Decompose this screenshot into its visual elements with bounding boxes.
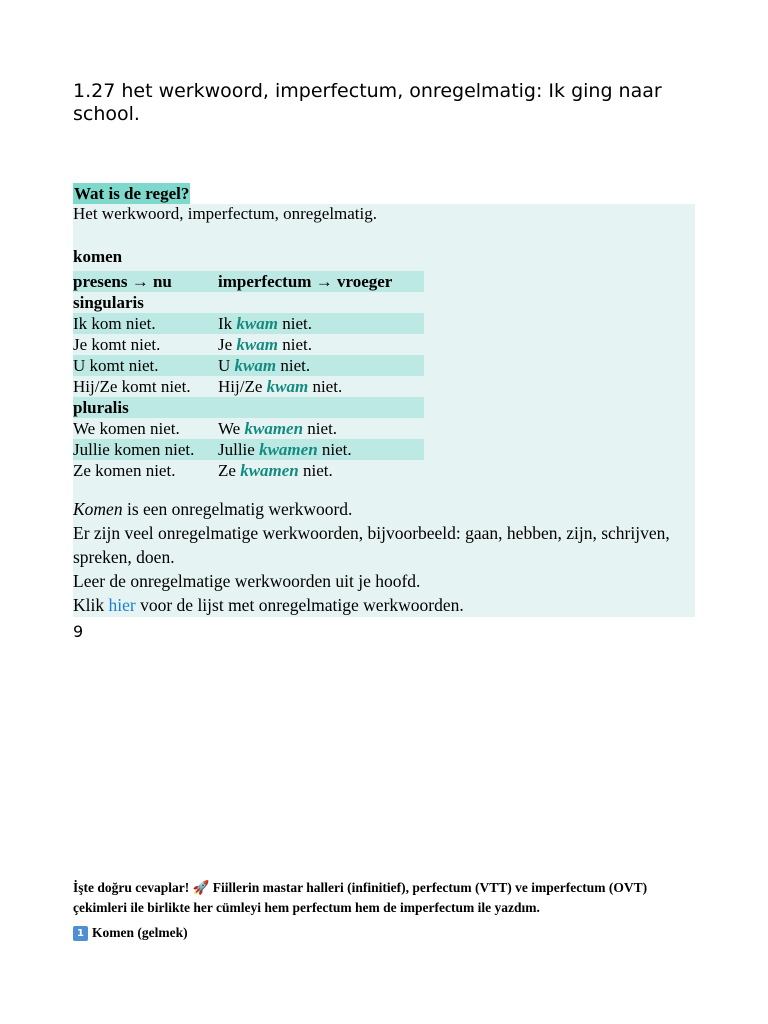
imperfect-cell: U kwam niet. — [218, 355, 424, 376]
table-row — [73, 334, 424, 355]
imperfect-cell: Ze kwamen niet. — [218, 461, 333, 480]
plural-section-row — [73, 397, 424, 418]
explanation-line: Komen is een onregelmatig werkwoord. — [73, 499, 353, 519]
header-present: presens → nu — [73, 271, 218, 292]
explanation-line: Leer de onregelmatige werkwoorden uit je hoofd. — [73, 571, 421, 591]
explanation-line: Klik hier voor de lijst met onregelmatige werkwoorden. — [73, 595, 464, 615]
rule-text: Het werkwoord, imperfectum, onregelmatig. — [73, 204, 378, 223]
imperfect-cell: Je kwam niet. — [218, 335, 312, 354]
table-row — [73, 355, 424, 376]
answer-item-1 — [73, 925, 188, 941]
irregular-form: kwamen — [244, 419, 304, 438]
plural-label: pluralis — [73, 397, 218, 418]
answers-intro: İşte doğru cevaplar! 🚀 Fiillerin mastar halleri (infinitief), perfectum (VTT) ve imperfectum (OVT) çekimleri ile birlikte her cümleyi hem perfectum hem de imperfectum ile yazdım. — [73, 880, 648, 915]
imperfect-cell: Ik kwam niet. — [218, 313, 424, 334]
present-cell: Jullie komen niet. — [73, 439, 218, 460]
irregular-form: kwamen — [240, 461, 299, 480]
verb-heading: komen — [73, 247, 123, 266]
conjugation-table — [73, 271, 424, 481]
table-row — [73, 418, 424, 439]
explanation-line: Er zijn veel onregelmatige werkwoorden, bijvoorbeeld: gaan, hebben, zijn, schrijven, spreken, doen. — [73, 523, 670, 567]
present-cell: Hij/Ze komt niet. — [73, 377, 191, 396]
present-cell: Je komt niet. — [73, 335, 161, 354]
singular-label: singularis — [73, 293, 144, 312]
rule-heading: Wat is de regel? — [74, 184, 190, 203]
present-cell: Ik kom niet. — [73, 313, 218, 334]
singular-section-row — [73, 292, 424, 313]
table-row — [73, 460, 424, 481]
page-number: 9 — [73, 622, 84, 641]
irregular-form: kwam — [236, 335, 278, 354]
present-cell: We komen niet. — [73, 419, 180, 438]
table-header-row — [73, 271, 424, 292]
header-imperfect: imperfectum → vroeger — [218, 271, 424, 292]
table-row — [73, 439, 424, 460]
explanation-paragraph — [73, 497, 693, 617]
number-one-icon: 1 — [73, 926, 88, 941]
rocket-icon: 🚀 — [192, 880, 210, 895]
imperfect-cell: Hij/Ze kwam niet. — [218, 377, 343, 396]
present-cell: U komt niet. — [73, 355, 218, 376]
present-cell: Ze komen niet. — [73, 461, 176, 480]
imperfect-cell: We kwamen niet. — [218, 419, 338, 438]
irregular-form: kwam — [236, 314, 278, 333]
answer-item-label: Komen (gelmek) — [92, 925, 188, 940]
imperfect-cell: Jullie kwamen niet. — [218, 439, 424, 460]
table-row — [73, 313, 424, 334]
rule-box — [73, 204, 695, 617]
irregular-form: kwam — [266, 377, 309, 396]
irregular-form: kwam — [234, 356, 277, 375]
page-title: 1.27 het werkwoord, imperfectum, onregelmatig: Ik ging naar school. — [73, 80, 662, 125]
irregular-verbs-link[interactable]: hier — [108, 595, 136, 615]
irregular-form: kwamen — [259, 440, 318, 459]
table-row — [73, 376, 424, 397]
